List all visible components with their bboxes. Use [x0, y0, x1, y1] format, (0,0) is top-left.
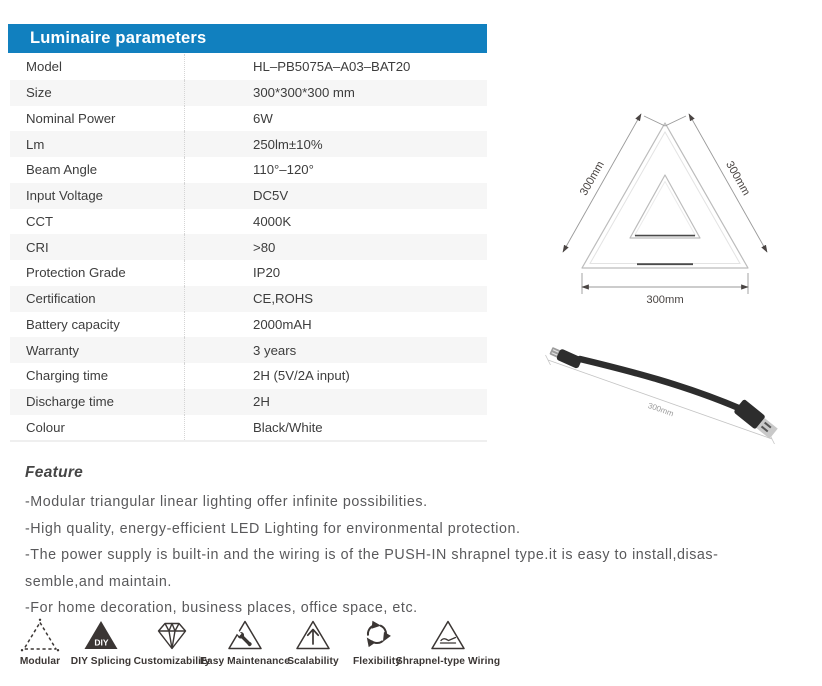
- table-row: [10, 415, 487, 441]
- feature-section: [25, 464, 805, 622]
- table-row: [10, 337, 487, 363]
- table-row: [10, 363, 487, 389]
- icon-label: Customizability: [133, 656, 211, 667]
- spec-label: Warranty: [10, 337, 185, 363]
- spec-value: 300*300*300 mm: [253, 85, 355, 101]
- spec-value: 250lm±10%: [253, 136, 323, 152]
- spec-label: Battery capacity: [10, 312, 185, 338]
- table-row: [10, 260, 487, 286]
- table-row: [10, 80, 487, 106]
- table-row: [10, 234, 487, 260]
- spec-value: Black/White: [253, 419, 323, 435]
- cable-wire: [580, 359, 741, 409]
- usb-cable-diagram: [535, 325, 820, 450]
- spec-label: Discharge time: [10, 389, 185, 415]
- diy-triangle-icon: [81, 617, 121, 653]
- spec-label: Model: [10, 54, 185, 80]
- usb-a-connector-icon: [733, 399, 779, 441]
- dimension-label-right: 300mm: [723, 159, 753, 198]
- spec-label: Beam Angle: [10, 157, 185, 183]
- icon-label: Easy Maintenance: [200, 656, 290, 667]
- spec-label: CRI: [10, 234, 185, 260]
- spec-label: Nominal Power: [10, 106, 185, 132]
- spec-value: CE,ROHS: [253, 291, 314, 307]
- triangle-dimension-diagram: [538, 80, 798, 315]
- spec-value: >80: [253, 239, 276, 255]
- shrapnel-wire-triangle-icon: [428, 617, 468, 653]
- spec-value: 2H: [253, 394, 270, 410]
- luminaire-outline-icon: [582, 123, 748, 268]
- table-row: [10, 106, 487, 132]
- table-row: [10, 131, 487, 157]
- table-row: [10, 389, 487, 415]
- icon-label: DIY Splicing: [70, 656, 132, 667]
- table-row: [10, 209, 487, 235]
- icon-label: Flexibility: [352, 656, 402, 667]
- icon-label: Scalability: [287, 656, 339, 667]
- spec-table: [10, 54, 487, 442]
- spec-label: Lm: [10, 131, 185, 157]
- table-row: [10, 157, 487, 183]
- cable-length-label: 300mm: [646, 400, 675, 419]
- spec-value: 6W: [253, 110, 273, 126]
- spec-label: Charging time: [10, 363, 185, 389]
- gem-icon: [152, 617, 192, 653]
- cable-dimension-line: [546, 355, 775, 444]
- feature-icon-shrapnel-wiring: [393, 617, 503, 667]
- spec-value: DC5V: [253, 188, 289, 204]
- section-title-bar: [8, 24, 487, 53]
- spec-value: HL–PB5075A–A03–BAT20: [253, 59, 411, 75]
- table-row: [10, 54, 487, 80]
- table-row: [10, 183, 487, 209]
- spec-value: IP20: [253, 265, 281, 281]
- feature-title: Feature: [25, 464, 84, 481]
- dimension-label-left: 300mm: [577, 159, 607, 198]
- table-row: [10, 286, 487, 312]
- circular-arrows-icon: [357, 617, 397, 653]
- page-title: Luminaire parameters: [30, 29, 207, 47]
- dimension-label-bottom: 300mm: [646, 294, 684, 306]
- spec-label: CCT: [10, 209, 185, 235]
- spec-label: Colour: [10, 415, 185, 441]
- spec-label: Size: [10, 80, 185, 106]
- table-row: [10, 312, 487, 338]
- feature-line: -For home decoration, business places, office space, etc.: [25, 600, 418, 617]
- spec-value: 4000K: [253, 213, 292, 229]
- feature-line: -High quality, energy-efficient LED Lighting for environmental protection.: [25, 520, 521, 537]
- feature-line: -Modular triangular linear lighting offer infinite possibilities.: [25, 494, 428, 510]
- spec-label: Input Voltage: [10, 183, 185, 209]
- diy-badge-text: DIY: [94, 637, 109, 648]
- spec-value: 3 years: [253, 342, 297, 358]
- feature-line: -The power supply is built-in and the wiring is of the PUSH-IN shrapnel type.it is easy to install,disas-: [25, 547, 719, 564]
- spec-label: Protection Grade: [10, 260, 185, 286]
- icon-label: Shrapnel-type Wiring: [395, 656, 501, 667]
- icon-label: Modular: [19, 656, 61, 667]
- spec-value: 2000mAH: [253, 316, 312, 332]
- feature-line: semble,and maintain.: [25, 573, 172, 590]
- spec-value: 2H (5V/2A input): [253, 368, 350, 384]
- spec-value: 110°–120°: [253, 162, 314, 178]
- spec-label: Certification: [10, 286, 185, 312]
